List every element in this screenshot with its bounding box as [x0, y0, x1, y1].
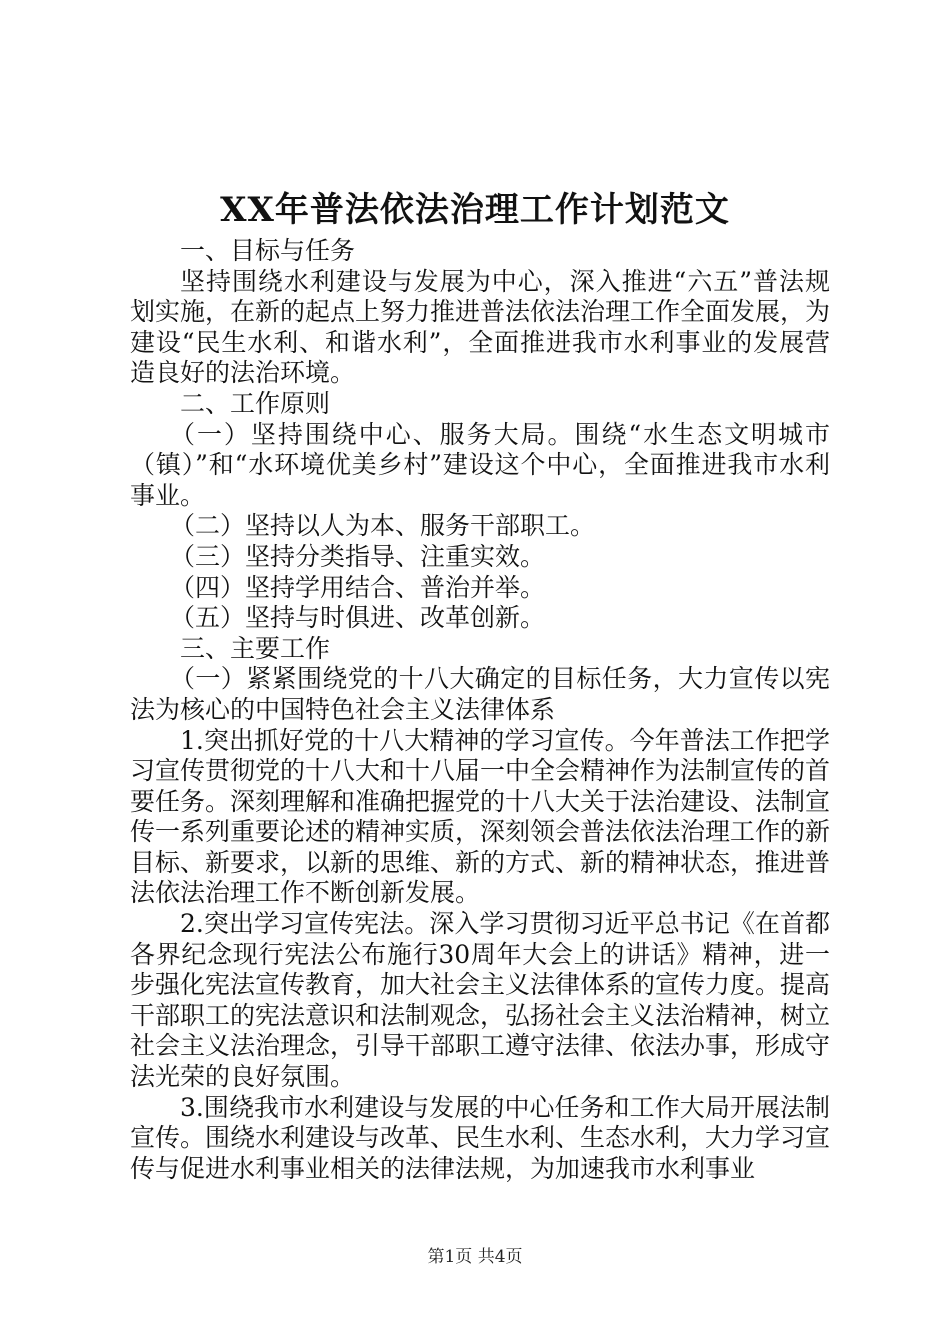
- paragraph: （一）坚持围绕中心、服务大局。围绕“水生态文明城市（镇）”和“水环境优美乡村”建设这个中心，全面推进我市水利事业。: [130, 419, 830, 510]
- paragraph: 二、工作原则: [180, 388, 331, 418]
- paragraph: 2.突出学习宣传宪法。深入学习贯彻习近平总书记《在首都各界纪念现行宪法公布施行30周年大会上的讲话》精神，进一步强化宪法宣传教育，加大社会主义法律体系的宣传力度。提高干部职工的宪法意识和法制观念，弘扬社会主义法治精神，树立社会主义法治理念，引导干部职工遵守法律、依法办事，形成守法光荣的良好氛围。: [130, 909, 831, 1092]
- paragraph: 三、主要工作: [180, 633, 331, 663]
- paragraph: 1.突出抓好党的十八大精神的学习宣传。今年普法工作把学习宣传贯彻党的十八大和十八届一中全会精神作为法制宣传的首要任务。深刻理解和准确把握党的十八大关于法治建设、法制宣传一系列重要论述的精神实质，深刻领会普法依法治理工作的新目标、新要求，以新的思维、新的方式、新的精神状态，推进普法依法治理工作不断创新发展。: [130, 725, 831, 908]
- paragraph: 3.围绕我市水利建设与发展的中心任务和工作大局开展法制宣传。围绕水利建设与改革、民生水利、生态水利，大力学习宣传与促进水利事业相关的法律法规，为加速我市水利事业: [130, 1092, 831, 1183]
- document-title: XX年普法依法治理工作计划范文: [220, 190, 730, 230]
- page-footer: 第1页 共4页: [427, 1247, 523, 1267]
- paragraph: （五）坚持与时俱进、改革创新。: [170, 603, 546, 633]
- paragraph: 坚持围绕水利建设与发展为中心，深入推进“六五”普法规划实施，在新的起点上努力推进普法依法治理工作全面发展，为建设“民生水利、和谐水利”，全面推进我市水利事业的发展营造良好的法治环境。: [130, 266, 831, 388]
- paragraph: 一、目标与任务: [180, 236, 356, 265]
- paragraph: （一）紧紧围绕党的十八大确定的目标任务，大力宣传以宪法为核心的中国特色社会主义法律体系: [130, 664, 830, 724]
- paragraph: （三）坚持分类指导、注重实效。: [170, 541, 546, 571]
- paragraph: （四）坚持学用结合、普治并举。: [170, 572, 546, 602]
- document-body: [130, 236, 830, 1184]
- paragraph: （二）坚持以人为本、服务干部职工。: [170, 511, 596, 541]
